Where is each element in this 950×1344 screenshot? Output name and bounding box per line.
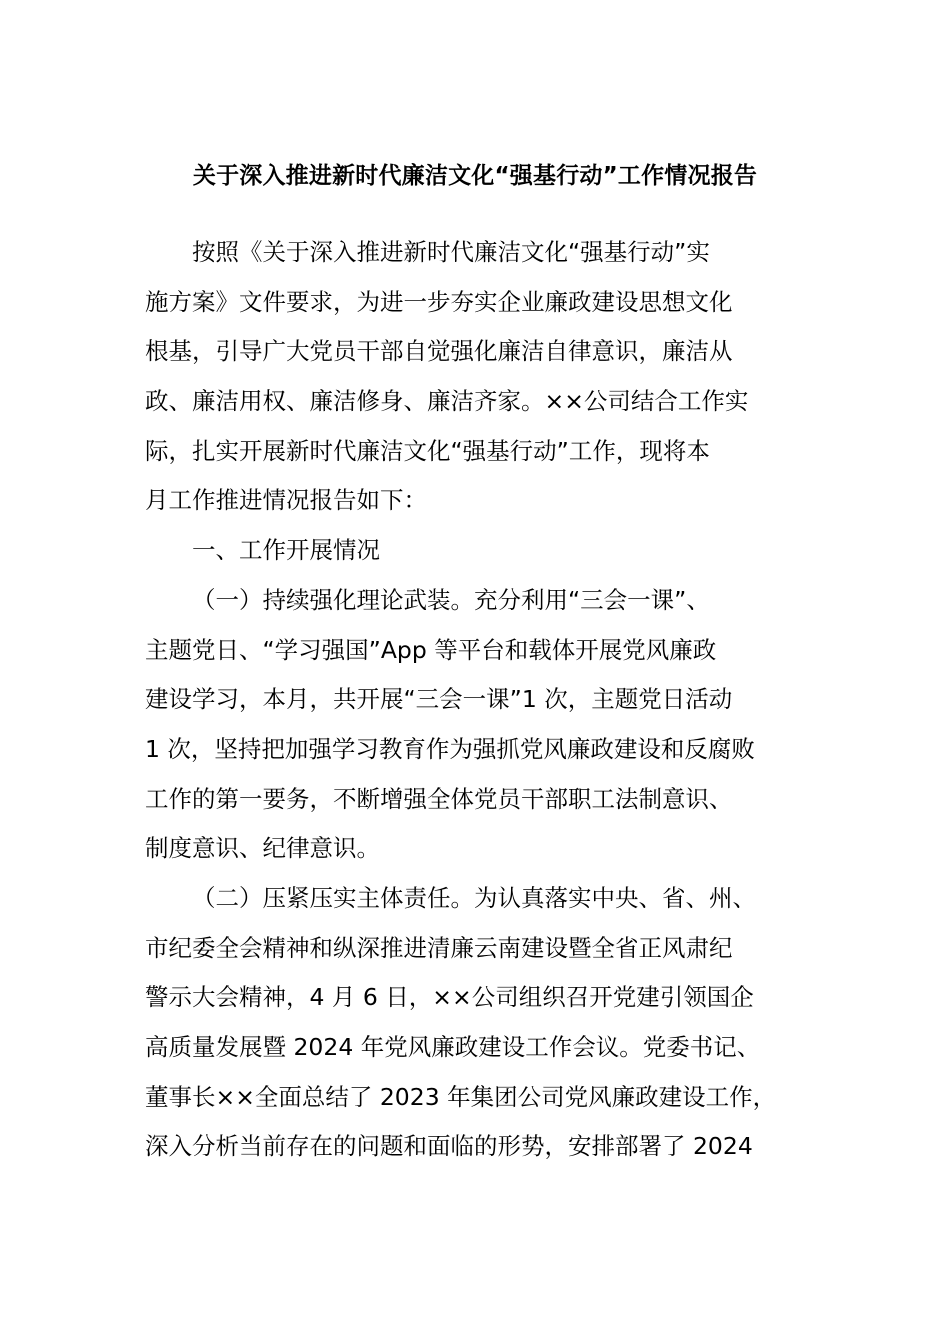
paragraph-line: 市纪委全会精神和纵深推进清廉云南建设暨全省正风肃纪 xyxy=(145,933,733,962)
paragraph-line: 施方案》文件要求，为进一步夯实企业廉政建设思想文化 xyxy=(145,287,733,316)
paragraph-line: 工作的第一要务，不断增强全体党员干部职工法制意识、 xyxy=(145,784,733,813)
paragraph-line: 警示大会精神，4 月 6 日，××公司组织召开党建引领国企 xyxy=(145,983,754,1012)
paragraph-line: （一）持续强化理论武装。充分利用“三会一课”、 xyxy=(192,585,710,614)
paragraph-line: 际，扎实开展新时代廉洁文化“强基行动”工作，现将本 xyxy=(145,436,710,465)
paragraph-line: 根基，引导广大党员干部自觉强化廉洁自律意识，廉洁从 xyxy=(145,337,733,366)
paragraph-line: 深入分析当前存在的问题和面临的形势，安排部署了 2024 xyxy=(145,1132,753,1161)
paragraph-line: 建设学习，本月，共开展“三会一课”1 次，主题党日活动 xyxy=(145,685,733,714)
paragraph-line: 董事长××全面总结了 2023 年集团公司党风廉政建设工作， xyxy=(145,1082,777,1111)
paragraph-line: 高质量发展暨 2024 年党风廉政建设工作会议。党委书记、 xyxy=(145,1033,761,1061)
section-heading: 一、工作开展情况 xyxy=(192,536,380,565)
paragraph-line: （二）压紧压实主体责任。为认真落实中央、省、州、 xyxy=(192,883,756,912)
document-title: 关于深入推进新时代廉洁文化“强基行动”工作情况报告 xyxy=(192,163,758,189)
document-body xyxy=(145,228,825,1172)
paragraph-line: 制度意识、纪律意识。 xyxy=(145,834,380,863)
paragraph-line: 1 次，坚持把加强学习教育作为强抓党风廉政建设和反腐败 xyxy=(145,734,755,763)
paragraph-line: 按照《关于深入推进新时代廉洁文化“强基行动”实 xyxy=(192,238,710,266)
paragraph-line: 月工作推进情况报告如下： xyxy=(145,486,427,515)
paragraph-line: 主题党日、“学习强国”App 等平台和载体开展党风廉政 xyxy=(145,635,717,664)
paragraph-line: 政、廉洁用权、廉洁修身、廉洁齐家。××公司结合工作实 xyxy=(145,387,749,416)
